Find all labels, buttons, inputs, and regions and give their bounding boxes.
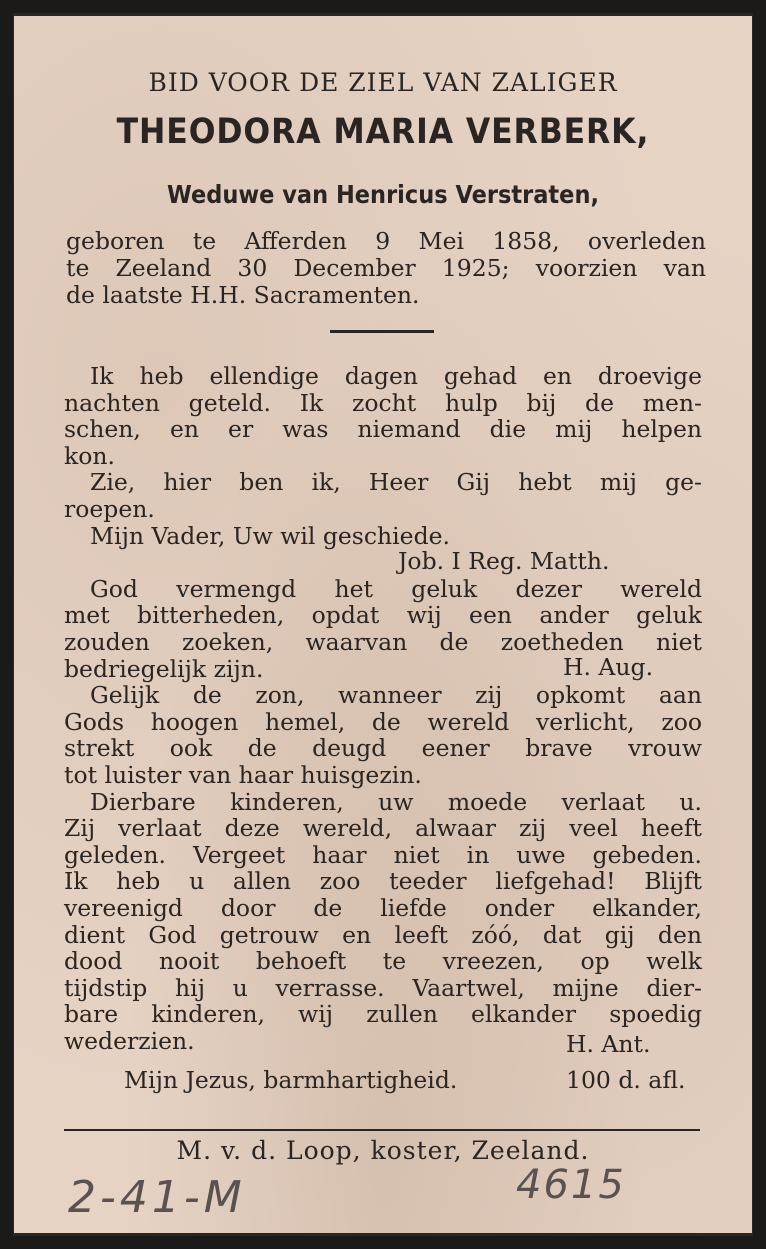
prayer-line: Gelijk de zon, wanneer zij opkomt aan	[90, 681, 702, 710]
prayer-line: Mijn Vader, Uw wil geschiede.	[90, 521, 450, 550]
deceased-name: THEODORA MARIA VERBERK,	[116, 112, 650, 152]
source-ant: H. Ant.	[566, 1030, 651, 1058]
prayer-invocation: Mijn Jezus, barmhartigheid.	[124, 1066, 458, 1094]
handwritten-reference-right: 4615	[516, 1162, 626, 1208]
prayer-line: Ik heb ellendige dagen gehad en droevige	[90, 362, 702, 390]
prayer-line: roepen.	[64, 495, 155, 523]
prayer-line: met bitterheden, opdat wij een ander geluk	[64, 601, 702, 630]
prayer-line: kon.	[64, 441, 115, 470]
prayer-line: God vermengd het geluk dezer wereld	[90, 574, 702, 603]
prayer-line: vereenigd door de liefde onder elkander,	[64, 894, 702, 922]
prayer-line: Zie, hier ben ik, Heer Gij hebt mij ge-	[90, 468, 702, 497]
short-divider	[330, 330, 434, 333]
birth-death-line: geboren te Afferden 9 Mei 1858, overleden	[66, 227, 706, 255]
source-aug: H. Aug.	[563, 653, 654, 681]
source-job: Job. I Reg. Matth.	[398, 547, 610, 575]
prayer-line: tot luister van haar huisgezin.	[64, 761, 422, 789]
prayer-line: geleden. Vergeet haar niet in uwe gebeden.	[64, 840, 702, 869]
prayer-line: Zij verlaat deze wereld, alwaar zij veel heeft	[64, 814, 702, 843]
prayer-line: bare kinderen, wij zullen elkander spoedig	[64, 1000, 702, 1029]
prayer-line: nachten geteld. Ik zocht hulp bij de men-	[64, 388, 702, 417]
birth-death-line: de laatste H.H. Sacramenten.	[66, 281, 420, 309]
birth-death-line: te Zeeland 30 December 1925; voorzien van	[66, 254, 706, 282]
prayer-line: schen, en er was niemand die mij helpen	[64, 415, 702, 444]
widow-of-line: Weduwe van Henricus Verstraten,	[166, 180, 600, 209]
prayer-line: tijdstip hij u verrasse. Vaartwel, mijne dier-	[64, 973, 702, 1002]
prayer-line: strekt ook de deugd eener brave vrouw	[64, 734, 702, 763]
prayer-line: Gods hoogen hemel, de wereld verlicht, zoo	[64, 707, 702, 736]
handwritten-reference-left: 2-41-M	[68, 1172, 246, 1223]
prayer-line: Ik heb u allen zoo teeder liefgehad! Blijft	[64, 867, 702, 896]
prayer-line: Dierbare kinderen, uw moede verlaat u.	[90, 787, 702, 816]
footer-rule	[64, 1129, 700, 1131]
card-heading: BID VOOR DE ZIEL VAN ZALIGER	[148, 68, 618, 97]
prayer-line: wederzien.	[64, 1027, 195, 1055]
indulgence-note: 100 d. afl.	[566, 1066, 686, 1094]
prayer-line: bedriegelijk zijn.	[64, 654, 264, 683]
printer-line: M. v. d. Loop, koster, Zeeland.	[176, 1136, 590, 1165]
prayer-line: dient God getrouw en leeft zóó, dat gij den	[64, 920, 702, 949]
prayer-line: zouden zoeken, waarvan de zoetheden niet	[64, 628, 702, 656]
prayer-line: dood nooit behoeft te vreezen, op welk	[64, 947, 702, 976]
